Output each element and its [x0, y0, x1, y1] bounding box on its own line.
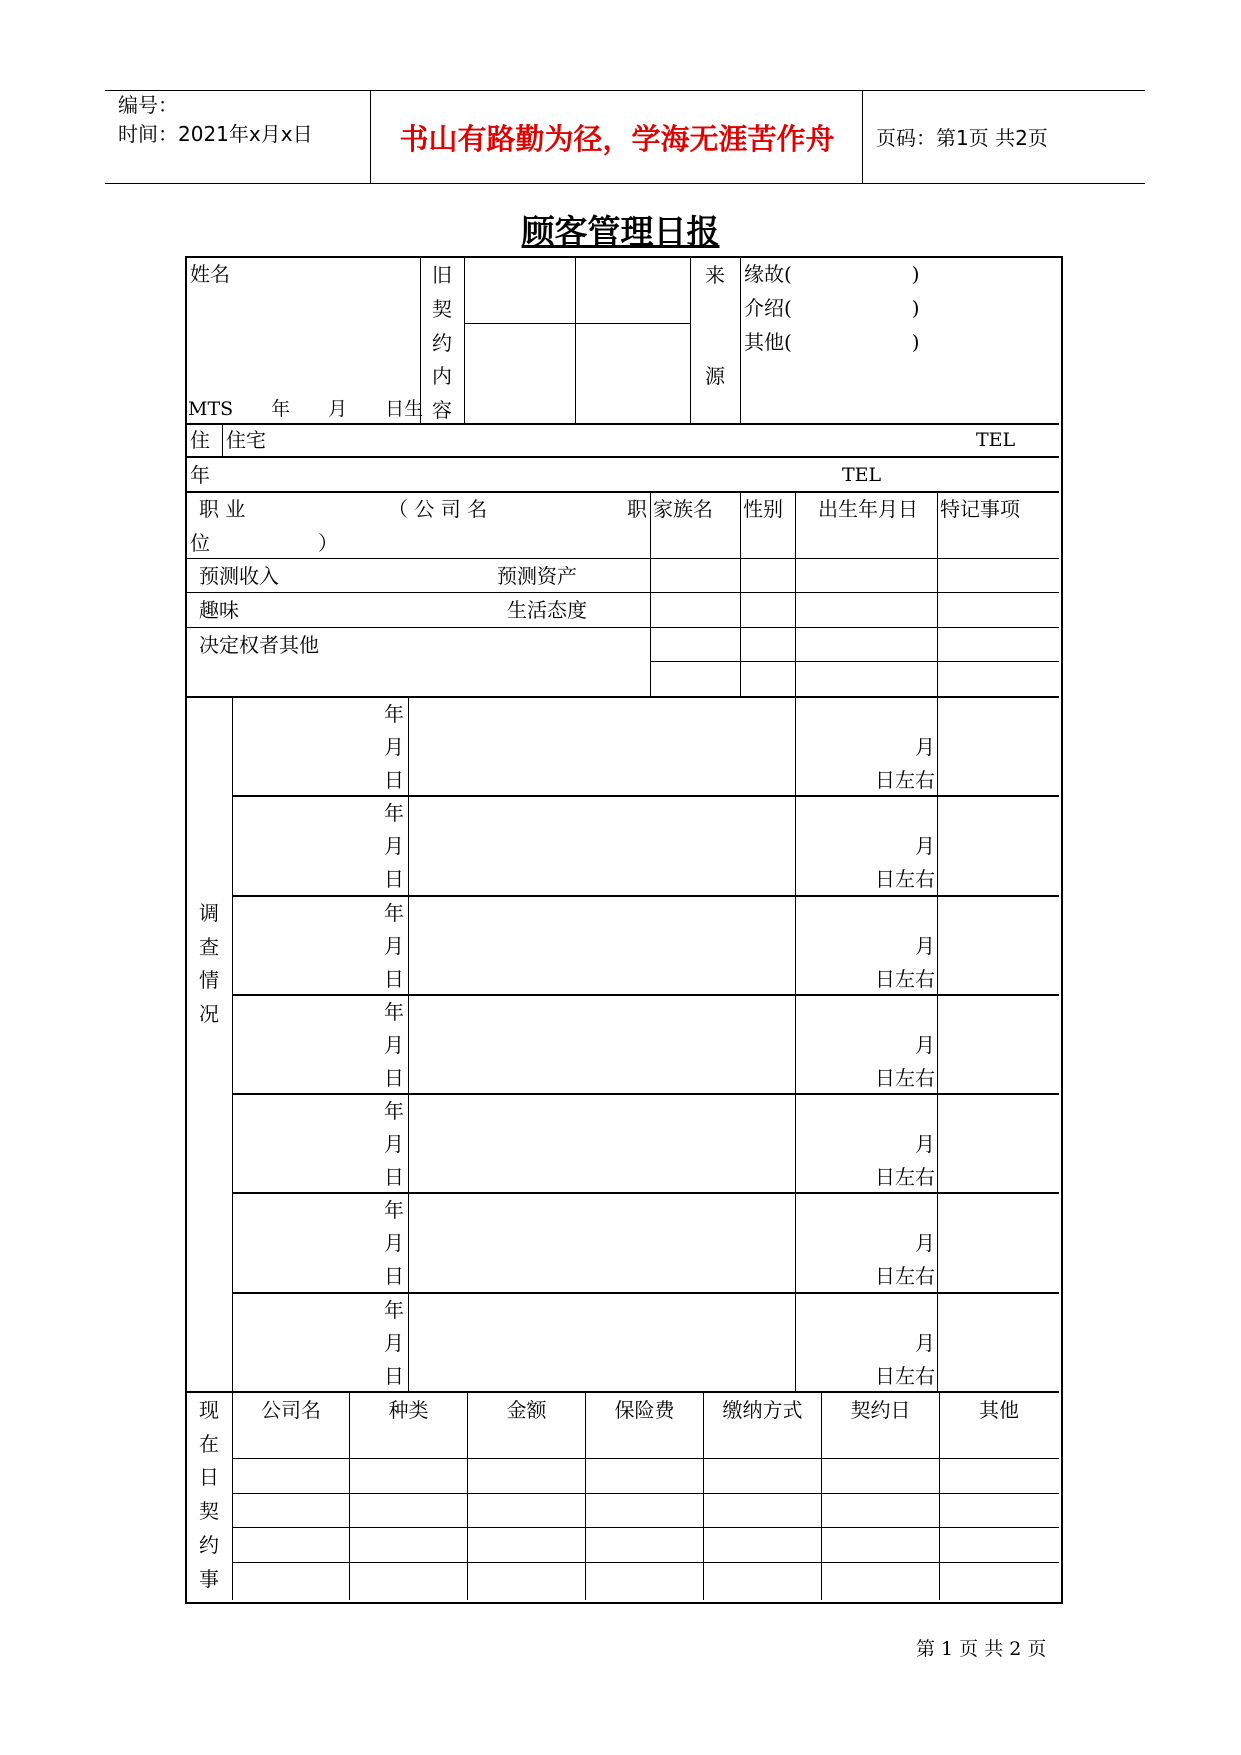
income-label: 预测收入	[199, 564, 279, 588]
tel-label-office: TEL	[842, 464, 882, 486]
serial-label: 编号：	[118, 93, 178, 117]
page-title: 顾客管理日报	[521, 212, 720, 251]
contract-header-premium: 保险费	[614, 1398, 675, 1422]
source-label-bottom: 源	[705, 364, 725, 388]
header-divider-right	[862, 90, 863, 183]
company-name-label: （ 公 司 名	[388, 497, 488, 521]
family-header-notes: 特记事项	[940, 497, 1020, 521]
page-footer: 第 1 页 共 2 页	[916, 1638, 1047, 1660]
contract-header-amount: 金额	[506, 1398, 547, 1422]
family-header-name: 家族名	[653, 497, 713, 521]
family-header-birthdate: 出生年月日	[818, 497, 918, 521]
source-option-3: 其他( )	[744, 330, 920, 354]
name-label: 姓名	[190, 262, 230, 286]
family-header-gender: 性别	[743, 497, 783, 521]
lifestyle-label: 生活态度	[507, 598, 587, 622]
occupation-label: 职 业	[199, 497, 246, 521]
time-label: 时间：2021年x月x日	[118, 122, 313, 146]
hobby-label: 趣味	[199, 598, 239, 622]
position-label-2: 位	[190, 531, 210, 555]
source-label-top: 来	[705, 263, 725, 287]
residence-label: 住宅	[226, 428, 266, 452]
source-option-1: 缘故( )	[744, 262, 920, 286]
contract-header-other: 其他	[979, 1398, 1019, 1422]
company-close-paren: ）	[318, 531, 338, 555]
decision-maker-label: 决定权者其他	[199, 633, 319, 657]
contract-header-company: 公司名	[261, 1398, 321, 1422]
assets-label: 预测资产	[497, 564, 577, 588]
contract-header-payment-method: 缴纳方式	[722, 1398, 803, 1422]
position-label: 职	[627, 497, 647, 521]
address-col-bottom: 年	[190, 463, 210, 487]
page-label: 页码：第1页 共2页	[876, 126, 1048, 150]
contract-header-type: 种类	[388, 1398, 429, 1422]
motto-text: 书山有路勤为径，学海无涯苦作舟	[399, 122, 835, 156]
birth-label: MTS 年 月 日生	[188, 398, 424, 420]
header-top-rule	[105, 90, 1145, 91]
contract-header-contract-date: 契约日	[850, 1398, 911, 1422]
tel-label-residence: TEL	[976, 429, 1016, 451]
header-bottom-rule	[105, 183, 1145, 184]
address-col-top: 住	[190, 428, 210, 452]
header-divider-left	[370, 90, 371, 183]
source-option-2: 介绍( )	[744, 296, 920, 320]
